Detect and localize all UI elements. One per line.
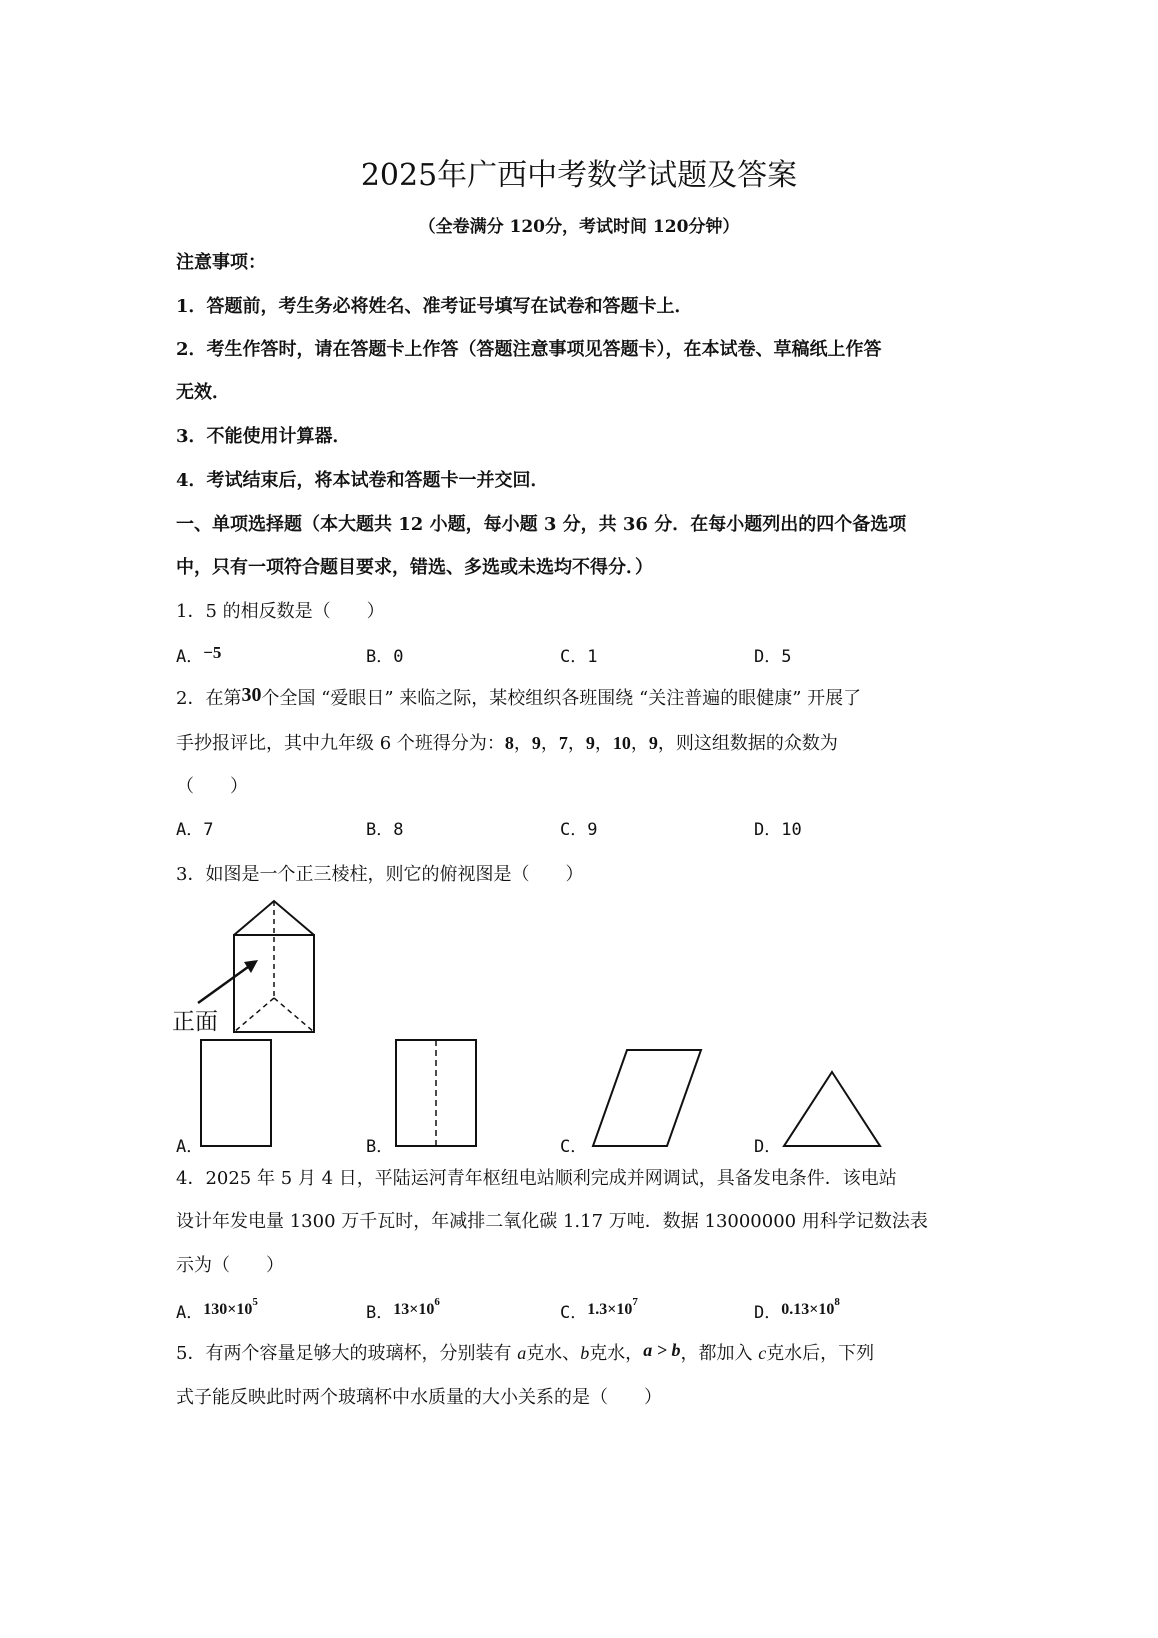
q4-line3: 示为（ ）	[176, 1255, 284, 1276]
var-c: c	[758, 1343, 767, 1363]
page-title: 2025年广西中考数学试题及答案	[360, 158, 798, 193]
q2-option-a: A．7	[176, 820, 214, 840]
var-b: b	[580, 1343, 590, 1363]
q2-line2: 手抄报评比，其中九年级 6 个班得分为：8，9，7，9，10，9，则这组数据的众数为	[176, 733, 838, 754]
q1-option-c: C．1	[560, 647, 598, 667]
q5-line1: 5．有两个容量足够大的玻璃杯，分别装有 a克水、b克水，a > b，都加入 c克水后，下列	[176, 1340, 875, 1364]
q2-score: 7	[558, 733, 568, 753]
q3-option-b: B．	[366, 1137, 394, 1157]
note-item-4: 4．考试结束后，将本试卷和答题卡一并交回．	[176, 470, 549, 491]
option-c-parallelogram	[593, 1050, 701, 1146]
front-label: 正面	[172, 1009, 218, 1035]
note-item-3: 3．不能使用计算器．	[176, 426, 351, 447]
q2-line1: 2．在第30个全国 “爱眼日” 来临之际，某校组织各班围绕 “关注普遍的眼健康” 开展了	[176, 684, 862, 709]
var-a: a	[517, 1343, 527, 1363]
note-item-1: 1．答题前，考生务必将姓名、准考证号填写在试卷和答题卡上．	[176, 296, 693, 317]
section-heading-line1: 一、单项选择题（本大题共 12 小题，每小题 3 分，共 36 分．在每小题列出的四个备选项	[176, 514, 907, 535]
q2-line3: （ ）	[176, 776, 248, 797]
q2-day-number: 30	[241, 684, 262, 706]
condition-a-gt-b: a > b	[643, 1340, 681, 1360]
q4-line2: 设计年发电量 1300 万千瓦时，年减排二氧化碳 1.17 万吨．数据 13000000 用科学记数法表	[176, 1211, 928, 1232]
notes-heading: 注意事项：	[176, 252, 266, 273]
q4-option-d: D．$0.13\times 10^8$	[754, 1296, 840, 1323]
option-a-rectangle	[201, 1040, 271, 1146]
q4-option-c: C．$1.3\times 10^7$	[560, 1296, 638, 1323]
note-item-2: 2．考生作答时，请在答题卡上作答（答题注意事项见答题卡），在本试卷、草稿纸上作答	[176, 339, 882, 360]
q1-stem: 1．5 的相反数是（ ）	[176, 601, 385, 622]
q1-option-a-value: −5	[203, 643, 222, 662]
q2-option-c: C．9	[560, 820, 598, 840]
q1-option-d: D．5	[754, 647, 792, 667]
q3-option-a: A．	[176, 1137, 204, 1157]
q2-score: 10	[612, 733, 631, 753]
page-subtitle: （全卷满分 120分，考试时间 120分钟）	[418, 217, 740, 237]
section-heading-line2: 中，只有一项符合题目要求，错选、多选或未选均不得分．）	[176, 557, 653, 578]
q2-option-b: B．8	[366, 820, 404, 840]
option-d-triangle	[784, 1072, 880, 1146]
q2-score: 9	[531, 733, 541, 753]
q1-option-a-label: A．	[176, 647, 204, 667]
q3-option-c: C．	[560, 1137, 588, 1157]
q3-stem: 3．如图是一个正三棱柱，则它的俯视图是（ ）	[176, 864, 584, 885]
q4-option-a: A．$130\times 10^5$	[176, 1296, 258, 1323]
q4-option-b: B．$13\times 10^6$	[366, 1296, 440, 1323]
q2-score: 9	[648, 733, 658, 753]
note-item-2-cont: 无效．	[176, 382, 230, 403]
q2-option-d: D．10	[754, 820, 802, 840]
q2-score: 8	[504, 733, 514, 753]
q5-line2: 式子能反映此时两个玻璃杯中水质量的大小关系的是（ ）	[176, 1387, 662, 1408]
q1-option-b: B．0	[366, 647, 404, 667]
q3-option-d: D．	[754, 1137, 782, 1157]
q2-score: 9	[585, 733, 595, 753]
q4-line1: 4．2025 年 5 月 4 日，平陆运河青年枢纽电站顺利完成并网调试，具备发电条件．该电站	[176, 1168, 897, 1189]
